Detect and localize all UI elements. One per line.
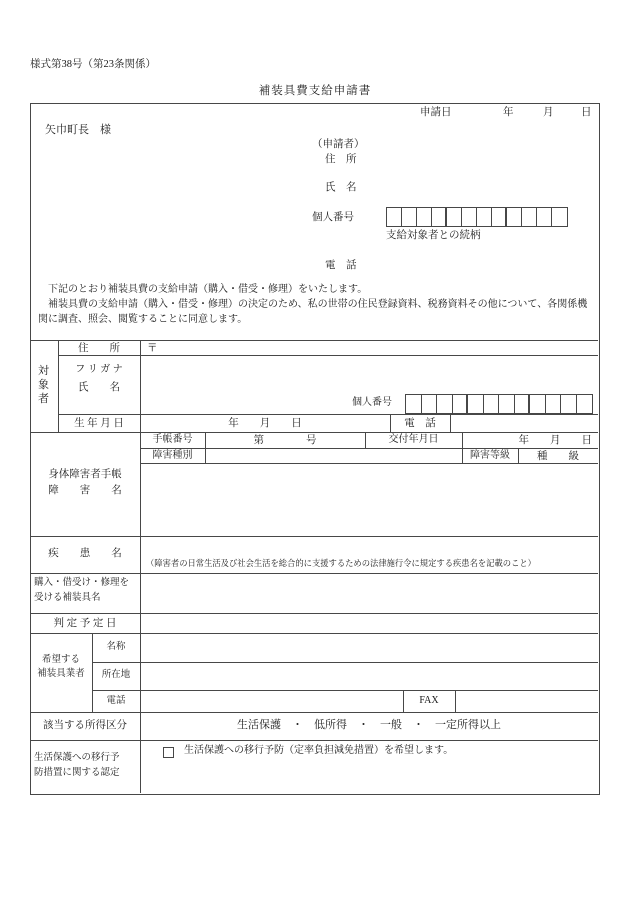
digit-box[interactable] [507,208,522,226]
vendor-name-input-area[interactable] [145,637,593,659]
judgement-date-input-area[interactable] [145,615,593,631]
subject-name-label: 氏 名 [78,382,120,393]
subject-birthdate-label: 生 年 月 日 [74,418,124,429]
vendor-fax-label: FAX [419,695,439,706]
handbook-group-label-line1: 身体障害者手帳 [48,469,122,480]
handbook-category-label: 障害種別 [152,450,193,461]
handbook-grade-format[interactable]: 種 級 [537,451,579,462]
income-category-options[interactable]: 生活保護 ・ 低所得 ・ 一般 ・ 一定所得以上 [237,719,501,731]
disease-note: （障害者の日常生活及び社会生活を総合的に支援するための法律施行令に規定する疾患名を記載のこと） [146,559,536,568]
vendor-phone-label: 電話 [106,696,126,706]
disease-name-input-area[interactable] [145,540,593,558]
applicant-personal-number-boxes[interactable] [386,207,568,227]
digit-box[interactable] [537,208,552,226]
vendor-group-label-line1: 希望する [41,655,80,665]
digit-box[interactable] [499,395,515,413]
digit-box[interactable] [432,208,447,226]
digit-box[interactable] [577,395,593,413]
digit-box[interactable] [387,208,402,226]
income-category-label: 該当する所得区分 [43,720,127,731]
digit-box[interactable] [522,208,537,226]
vendor-name-label: 名称 [106,642,126,652]
table-line [58,355,598,356]
table-line [30,573,598,574]
table-line [30,740,598,741]
digit-box[interactable] [453,395,469,413]
digit-box[interactable] [402,208,417,226]
digit-box[interactable] [484,395,500,413]
subject-group-label: 対象者 [38,365,49,405]
digit-box[interactable] [437,395,453,413]
device-label-line2: 受ける補装具名 [34,593,101,603]
applicant-phone-input-area[interactable] [360,256,590,276]
handbook-category-input-area[interactable] [210,449,460,462]
subject-phone-label: 電 話 [404,418,436,429]
digit-box[interactable] [462,208,477,226]
digit-box[interactable] [492,208,507,226]
vendor-phone-input-area[interactable] [145,693,400,709]
handbook-grade-label: 障害等級 [470,450,510,461]
vendor-fax-input-area[interactable] [456,693,596,709]
applicant-name-input-area[interactable] [360,178,590,200]
subject-personal-number-boxes[interactable] [405,394,593,414]
vendor-location-label: 所在地 [101,670,131,680]
digit-box[interactable] [552,208,567,226]
addressee: 矢巾町長 様 [45,124,111,136]
applicant-name-label: 氏 名 [325,182,357,193]
applicant-personal-number-label: 個人番号 [312,212,354,223]
postal-mark: 〒 [147,343,158,354]
digit-box[interactable] [417,208,432,226]
digit-box[interactable] [546,395,562,413]
application-date-day-label: 日 [581,107,592,118]
judgement-date-label: 判 定 予 定 日 [53,618,117,629]
form-number: 様式第38号（第23条関係） [30,59,156,70]
device-name-input-area[interactable] [145,576,593,610]
handbook-group-label-line2: 障 害 名 [48,485,122,496]
subject-personal-number-label: 個人番号 [352,397,392,408]
applicant-address-input-area[interactable] [360,150,590,172]
subject-address-label: 住 所 [78,343,120,354]
digit-box[interactable] [422,395,438,413]
table-line [30,613,598,614]
handbook-number-format[interactable]: 第 号 [253,435,317,446]
applicant-address-label: 住 所 [325,154,357,165]
digit-box[interactable] [561,395,577,413]
digit-box[interactable] [477,208,492,226]
application-date-month-label: 月 [543,107,554,118]
applicant-heading: （申請者） [312,139,365,150]
device-label-line1: 購入・借受け・修理を [34,578,130,588]
table-line [92,690,598,691]
table-line [30,633,598,634]
digit-box[interactable] [468,395,484,413]
application-date-year-label: 年 [503,107,514,118]
table-line [30,712,598,713]
disability-name-input-area[interactable] [145,468,593,532]
vendor-group-label-line2: 補装具業者 [37,669,85,679]
digit-box[interactable] [515,395,531,413]
applicant-phone-label: 電 話 [325,260,357,271]
welfare-label-line2: 防措置に関する認定 [34,768,120,778]
welfare-label-line1: 生活保護への移行予 [34,753,120,763]
subject-address-input-area[interactable] [160,341,590,354]
table-line [30,432,598,433]
handbook-issue-date-format[interactable]: 年 月 日 [518,435,592,446]
statement-paragraph-1: 下記のとおり補装具費の支給申請（購入・借受・修理）をいたします。 [38,284,368,295]
digit-box[interactable] [447,208,462,226]
disease-label: 疾 患 名 [48,548,122,559]
subject-phone-input-area[interactable] [451,415,597,431]
subject-birthdate-format: 年 月 日 [228,418,302,429]
table-line [92,662,598,663]
application-date-label: 申請日 [420,107,452,118]
subject-furigana-label: フ リ ガ ナ [75,364,123,375]
digit-box[interactable] [530,395,546,413]
handbook-number-label: 手帳番号 [152,434,193,445]
handbook-issue-date-label: 交付年月日 [388,434,439,445]
welfare-checkbox-text: 生活保護への移行予防（定率負担減免措置）を希望します。 [184,745,454,756]
table-line [30,536,598,537]
checkbox-icon[interactable] [163,747,174,758]
table-line [140,463,598,464]
vendor-location-input-area[interactable] [145,666,593,686]
digit-box[interactable] [406,395,422,413]
statement-paragraph-2: 補装具費の支給申請（購入・借受・修理）の決定のため、私の世帯の住民登録資料、税務資料その他について、各関係機関に調査、照会、閲覧することに同意します。 [38,299,588,325]
relationship-label: 支給対象者との続柄 [386,230,481,241]
page-title: 補装具費支給申請書 [258,85,372,97]
